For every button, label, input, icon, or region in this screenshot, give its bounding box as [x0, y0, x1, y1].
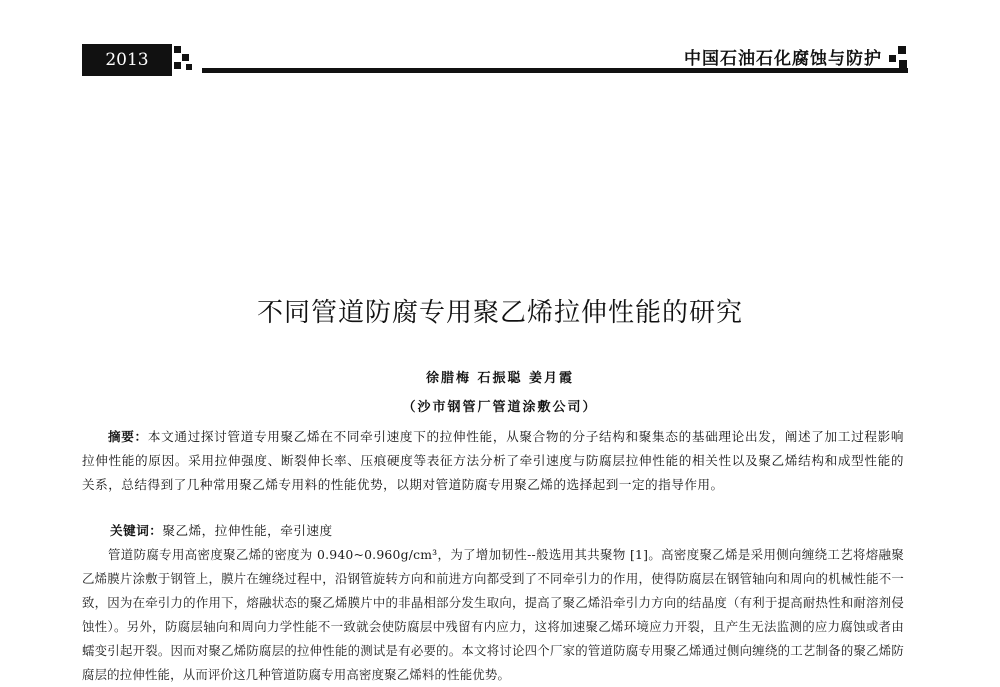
keywords-label: 关键词： — [110, 523, 163, 538]
journal-header — [82, 44, 908, 76]
keywords — [110, 521, 890, 541]
header-ornament-right-icon — [886, 46, 908, 70]
paper-title: 不同管道防腐专用聚乙烯拉伸性能的研究 — [256, 298, 743, 328]
abstract-label: 摘要： — [108, 429, 148, 444]
journal-name: 中国石油石化腐蚀与防护 — [684, 49, 882, 69]
paper-affiliation: （沙市钢管厂管道涂敷公司） — [402, 400, 598, 415]
body-paragraph: 管道防腐专用高密度聚乙烯的密度为 0.940~0.960g/cm³，为了增加韧性--般选用其共聚物 [1]。高密度聚乙烯是采用侧向缠绕工艺将熔融聚乙烯膜片涂敷于钢管上，膜片在缠绕过程中，沿钢管旋转方向和前进方向都受到了不同牵引力的作用，使得防腐层在钢管轴向和周向的机械性能不一致，因为在牵引力的作用下，熔融状态的聚乙烯膜片中的非晶相部分发生取向，提高了聚乙烯沿牵引力方向的结晶度（有利于提高耐热性和耐溶剂侵蚀性）。另外，防腐层轴向和周向力学性能不一致就会使防腐层中残留有内应力，这将加速聚乙烯环境应力开裂，且产生无法监测的应力腐蚀或者由蠕变引起开裂。因而对聚乙烯防腐层的拉伸性能的测试是有必要的。本文将讨论四个厂家的管道防腐专用聚乙烯通过侧向缠绕的工艺制备的聚乙烯防腐层的拉伸性能，从而评价这几种管道防腐专用高密度聚乙烯料的性能优势。 — [82, 547, 904, 682]
paper-authors: 徐腊梅 石振聪 姜月霞 — [425, 371, 575, 386]
abstract-text: 本文通过探讨管道专用聚乙烯在不同牵引速度下的拉伸性能，从聚合物的分子结构和聚集态的基础理论出发，阐述了加工过程影响拉伸性能的原因。采用拉伸强度、断裂伸长率、压痕硬度等表征方法分析了牵引速度与防腐层拉伸性能的相关性以及聚乙烯结构和成型性能的关系，总结得到了几种常用聚乙烯专用料的性能优势，以期对管道防腐专用聚乙烯的选择起到一定的指导作用。 — [82, 429, 905, 492]
year-badge: 2013 — [82, 44, 172, 76]
abstract — [82, 425, 904, 497]
header-ornament-left-icon — [174, 46, 194, 72]
keywords-text: 聚乙烯，拉伸性能，牵引速度 — [162, 523, 333, 538]
